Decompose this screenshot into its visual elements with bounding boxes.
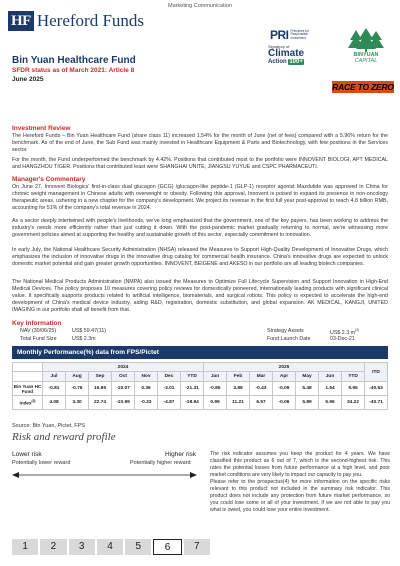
investment-review-p2: For the month, the Fund underperformed the benchmark by 4.42%. Positions that contributed most to the portfolio were INNOVENT BIOLOGI, APT MEDICAL and HANGZHOU TIGER. Positions that contributed least were SHANGHAI UNITE, JIANGSU YUYUE and CSPC PHARMACEUTI.: [12, 157, 388, 170]
pri-mark: PRI: [270, 28, 289, 42]
year-header-row: [13, 363, 388, 372]
logo-name: Hereford Funds: [36, 11, 145, 30]
row-label-fund: Bin Yuan HC Fund: [13, 383, 42, 394]
investment-review-heading: Investment Review: [12, 125, 71, 132]
key-info-row-1: [12, 328, 388, 336]
month-header: May: [296, 372, 319, 382]
month-header: Oct: [112, 372, 135, 382]
risk-profile-title: Risk and reward profile: [12, 431, 116, 443]
climate-action-logo: [268, 44, 328, 66]
hereford-funds-logo: [8, 10, 148, 32]
pri-text: Principles for Responsible Investment: [290, 28, 309, 40]
month-header-row: [13, 372, 388, 382]
table-cell: 3.88: [227, 382, 250, 396]
binyuan-name: BINYUAN: [353, 52, 379, 58]
report-month: June 2025: [12, 76, 44, 83]
fund-launch-date-label: Fund Launch Date: [267, 336, 311, 342]
table-cell: -0.76: [66, 382, 89, 396]
strategy-assets-value: US$ 2.3 $m^{(2)}$: [330, 328, 360, 336]
year-2025: 2025: [204, 363, 365, 372]
month-header: YTD: [181, 372, 204, 382]
risk-level-6: 6: [153, 539, 181, 555]
marketing-communication-label: Marketing Communication: [168, 3, 232, 9]
climate-action: Action 100+: [268, 59, 303, 65]
table-cell: 15.99: [89, 382, 112, 396]
risk-level-4: 4: [97, 539, 123, 555]
month-header: Dec: [158, 372, 181, 382]
risk-level-2: 2: [40, 539, 66, 555]
performance-table: [12, 362, 388, 410]
table-cell: -0.09: [273, 382, 296, 396]
key-information-heading: Key Information: [12, 320, 62, 327]
corner-cell: [13, 363, 43, 372]
race-to-zero-badge: RACE TO ZERO: [332, 82, 394, 92]
table-cell: 34.22: [342, 396, 365, 410]
month-header: Jan: [204, 372, 227, 382]
climate-word: Climate: [268, 48, 305, 59]
table-cell: 6.57: [250, 396, 273, 410]
managers-commentary-heading: Manager's Commentary: [12, 176, 86, 183]
risk-level-7: 7: [184, 539, 210, 555]
lower-risk-label: Lower risk: [12, 451, 42, 458]
commentary-p4: The National Medical Products Administration (NMPA) also issued the Measures to Optimize Full Lifecycle Supervision and Support Innovation in High-End Medical Devices. The policy proposes 10 measures covering policy reviews for domestically pioneered, internationally leading products with significant clinical value. It specifically supports products related to artificial intelligence, biomaterials, and surgical robots. This policy is expected to accelerate the high-end development of China's medical device industry, aiding R&D, registration, domestic substitution, and global expansion. AK MEDICAL, KANGJI, UNITED IMAGING in our portfolio shall all benefit from that.: [12, 279, 388, 313]
table-cell: 0.99: [204, 396, 227, 410]
table-cell: 0.36: [135, 382, 158, 396]
climate-signatory: Signatory of: [268, 44, 290, 49]
table-cell: -40.53: [365, 382, 388, 396]
month-header: Feb: [227, 372, 250, 382]
table-cell: 1.54: [319, 382, 342, 396]
table-cell: -18.94: [181, 396, 204, 410]
table-cell: -0.06: [273, 396, 296, 410]
table-cell: -0.33: [135, 396, 158, 410]
month-header: Jul: [43, 372, 66, 382]
commentary-p1: On June 27, Innovent Biologics' first-in-class dual glucagon (GCG) /glucagon-like peptide-1 (GLP-1) receptor agonist Mazdutide was approved in China for chronic weight management in Chinese adults with overweight or obesity. Following this approval, Innovent is poised to expand its presence in non-oncology therapeutic areas, ushering in a new chapter for the company's development. We project its revenue in the first full year post-approval to reach 4.8 billion RMB, accounting for 51% of the company's total revenue in 2024.: [12, 184, 388, 211]
table-cell: -0.43: [250, 382, 273, 396]
logo-mark: HF: [8, 11, 34, 31]
month-header: Apr: [273, 372, 296, 382]
table-cell: 5.89: [296, 396, 319, 410]
risk-text-p2: Please refer to the prospectus(4) for more information on the specific risks relevant to this product not included in the summary risk indicator. This product does not include any protection from future market performance, so you could lose some or all of your investment. If we are not able to pay you what is owed, you could lose your entire investment.: [210, 479, 390, 513]
month-header: YTD: [342, 372, 365, 382]
month-header: Sep: [89, 372, 112, 382]
nav-value: US$ 59.47(11): [72, 328, 107, 334]
nav-label: NAV (30/06/25): [20, 328, 57, 334]
key-info-row-2: [12, 336, 388, 344]
risk-scale: [12, 539, 210, 555]
risk-description: [210, 451, 390, 514]
risk-level-1: 1: [12, 539, 38, 555]
fund-title: Bin Yuan Healthcare Fund: [12, 55, 136, 66]
table-cell: 5.48: [296, 382, 319, 396]
month-header: Nov: [135, 372, 158, 382]
monthly-performance-heading: Monthly Performance(%) data from FPS/Pictet: [12, 346, 388, 359]
binyuan-capital-logo: [338, 28, 394, 66]
table-cell: 5.96: [319, 396, 342, 410]
risk-text-p1: The risk indicator assumes you keep the product for 4 years. We have classified this product as 6 out of 7, which is the second-highest risk. This rates the potential losses from future performance at a high level, and poor market conditions are very likely to impact our capacity to pay you.: [210, 451, 390, 478]
month-header: Mar: [250, 372, 273, 382]
risk-level-3: 3: [69, 539, 95, 555]
total-fund-size-label: Total Fund Size: [20, 336, 57, 342]
table-cell: -10.07: [112, 382, 135, 396]
investment-review-p1: The Hereford Funds – Bin Yuan Healthcare Fund (share class 11) increased 1.54% for the month of June (net of fees) compared with a 5.96% return for the benchmark. As of the end of June, the Sub Fund was mainly invested in Healthcare Equipment & Parts and Biotechnology, with few positions in the Services sector.: [12, 133, 388, 153]
pri-logo: [270, 28, 326, 42]
table-cell: -3.01: [158, 382, 181, 396]
table-cell: 22.74: [89, 396, 112, 410]
total-fund-size-value: US$ 2.3m: [72, 336, 96, 342]
row-label-index: Index$^{(3)}$: [13, 396, 43, 410]
risk-level-5: 5: [125, 539, 151, 555]
month-header: Aug: [66, 372, 89, 382]
sfdr-status: SFDR status as of March 2021: Article 8: [12, 67, 135, 74]
table-cell: -0.81: [43, 382, 66, 396]
lower-reward-label: Potentially lower reward: [12, 460, 71, 466]
month-header: Jun: [319, 372, 342, 382]
table-row: [13, 382, 388, 396]
itd-header: ITD: [365, 363, 388, 382]
table-cell: 11.21: [227, 396, 250, 410]
commentary-p3: In early July, the National Healthcare Security Administration (NHSA) released the Measures to Support High-Quality Development of Innovative Drugs, which emphasizes the inclusion of innovative drugs in the innovative drug catalog for commercial health insurance. China's innovative drugs are expected to unlock domestic market potential and gain greater growth opportunities. INNOVENT, BEIGENE and AKESO in our portfolio are all leading biotech companies.: [12, 247, 388, 267]
risk-arrow-icon: [12, 471, 197, 491]
table-cell: -40.71: [365, 396, 388, 410]
corner-cell: [13, 372, 43, 382]
table-cell: 4.08: [43, 396, 66, 410]
binyuan-sub: CAPITAL: [354, 58, 378, 64]
table-cell: 9.95: [342, 382, 365, 396]
table-cell: -21.31: [181, 382, 204, 396]
table-row: [13, 396, 388, 410]
higher-risk-label: Higher risk: [165, 451, 197, 458]
commentary-p2: As a sector deeply intertwined with people's livelihoods, we've long emphasized that the government, one of the key payers, has been working to address the industry's needs more efficiently rather than just cutting it down. With the post-pandemic market gradually returning to normal, we're witnessing more government policies aimed at supporting the healthy and sustainable growth of this sector, especially commitment to innovation.: [12, 218, 388, 238]
higher-reward-label: Potentially higher reward: [130, 460, 191, 466]
table-cell: -10.99: [112, 396, 135, 410]
table-cell: -0.85: [204, 382, 227, 396]
trees-icon: [346, 28, 386, 52]
fund-launch-date-value: 03-Dec-21: [330, 336, 355, 342]
table-cell: 3.30: [66, 396, 89, 410]
year-2024: 2024: [43, 363, 204, 372]
source-note: Source: Bin Yuan, Pictet, FPS: [12, 423, 85, 429]
strategy-assets-label: Strategy Assets: [267, 328, 304, 334]
table-cell: -4.87: [158, 396, 181, 410]
